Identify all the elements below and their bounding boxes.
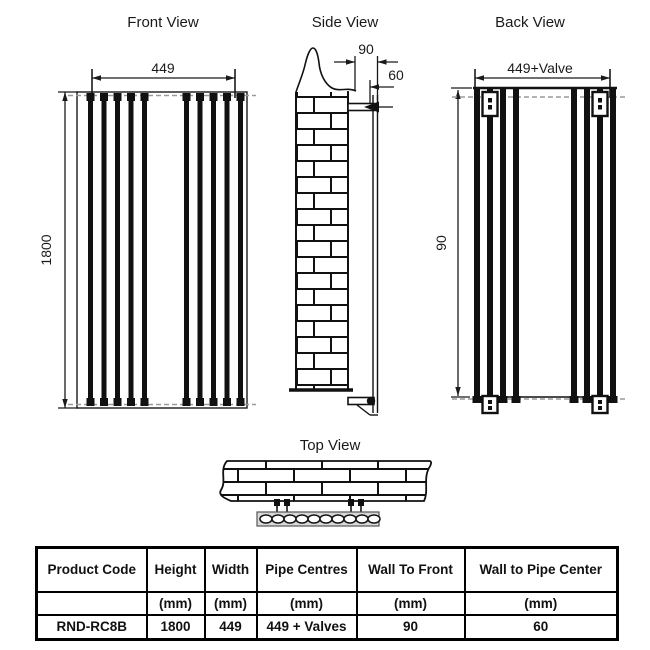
back-radiator-bars <box>473 89 618 403</box>
value-cell: 449 + Valves <box>257 615 357 640</box>
back-view <box>433 14 628 413</box>
front-height-label: 1800 <box>38 234 54 266</box>
header-cell: Width <box>205 548 257 592</box>
front-radiator-bars <box>87 93 245 406</box>
back-height-dimension <box>433 88 472 397</box>
unit-cell: (mm) <box>147 592 205 615</box>
header-cell: Wall to Pipe Center <box>465 548 618 592</box>
unit-cell: (mm) <box>205 592 257 615</box>
back-radiator <box>452 88 628 413</box>
header-cell: Pipe Centres <box>257 548 357 592</box>
side-radiator-profile <box>373 95 378 413</box>
unit-cell: (mm) <box>257 592 357 615</box>
arrowhead-icon <box>455 387 460 396</box>
arrowhead-icon <box>378 59 387 64</box>
value-cell: 60 <box>465 615 618 640</box>
side-top-bracket <box>348 102 393 113</box>
top-view <box>220 437 431 526</box>
dimensions-table <box>35 546 619 641</box>
table-header-row <box>37 548 618 592</box>
table-units-row <box>37 592 618 615</box>
header-cell: Wall To Front <box>357 548 465 592</box>
wall-break-line <box>296 48 356 92</box>
back-height-label: 90 <box>433 235 449 251</box>
front-height-dimension <box>38 92 78 408</box>
header-cell: Product Code <box>37 548 147 592</box>
front-radiator <box>68 92 256 408</box>
arrowhead-icon <box>475 75 484 81</box>
side-wall-to-pipe-dimension <box>370 67 404 103</box>
side-wall-to-front-label: 90 <box>358 41 374 57</box>
front-view <box>38 14 256 408</box>
front-view-title: Front View <box>127 14 199 31</box>
unit-cell: (mm) <box>465 592 618 615</box>
arrowhead-icon <box>92 75 101 81</box>
arrowhead-icon <box>62 92 67 101</box>
brick-wall-side <box>289 48 356 390</box>
top-view-title: Top View <box>299 437 361 454</box>
back-width-label: 449+Valve <box>507 60 573 76</box>
arrowhead-icon <box>346 59 355 64</box>
value-cell: 1800 <box>147 615 205 640</box>
value-cell: 90 <box>357 615 465 640</box>
value-cell: 449 <box>205 615 257 640</box>
unit-cell <box>37 592 147 615</box>
back-view-title: Back View <box>495 14 565 31</box>
front-width-label: 449 <box>151 60 175 76</box>
arrowhead-icon <box>601 75 610 81</box>
header-cell: Height <box>147 548 205 592</box>
table-values-row <box>37 615 618 640</box>
arrowhead-icon <box>62 399 67 408</box>
unit-cell: (mm) <box>357 592 465 615</box>
top-radiator-profile <box>257 512 380 526</box>
value-cell: RND-RC8B <box>37 615 147 640</box>
side-view-title: Side View <box>311 14 379 31</box>
brick-wall-top <box>220 461 431 501</box>
arrowhead-icon <box>370 84 379 89</box>
arrowhead-icon <box>226 75 235 81</box>
side-view <box>289 14 404 415</box>
side-wall-to-pipe-label: 60 <box>388 67 404 83</box>
